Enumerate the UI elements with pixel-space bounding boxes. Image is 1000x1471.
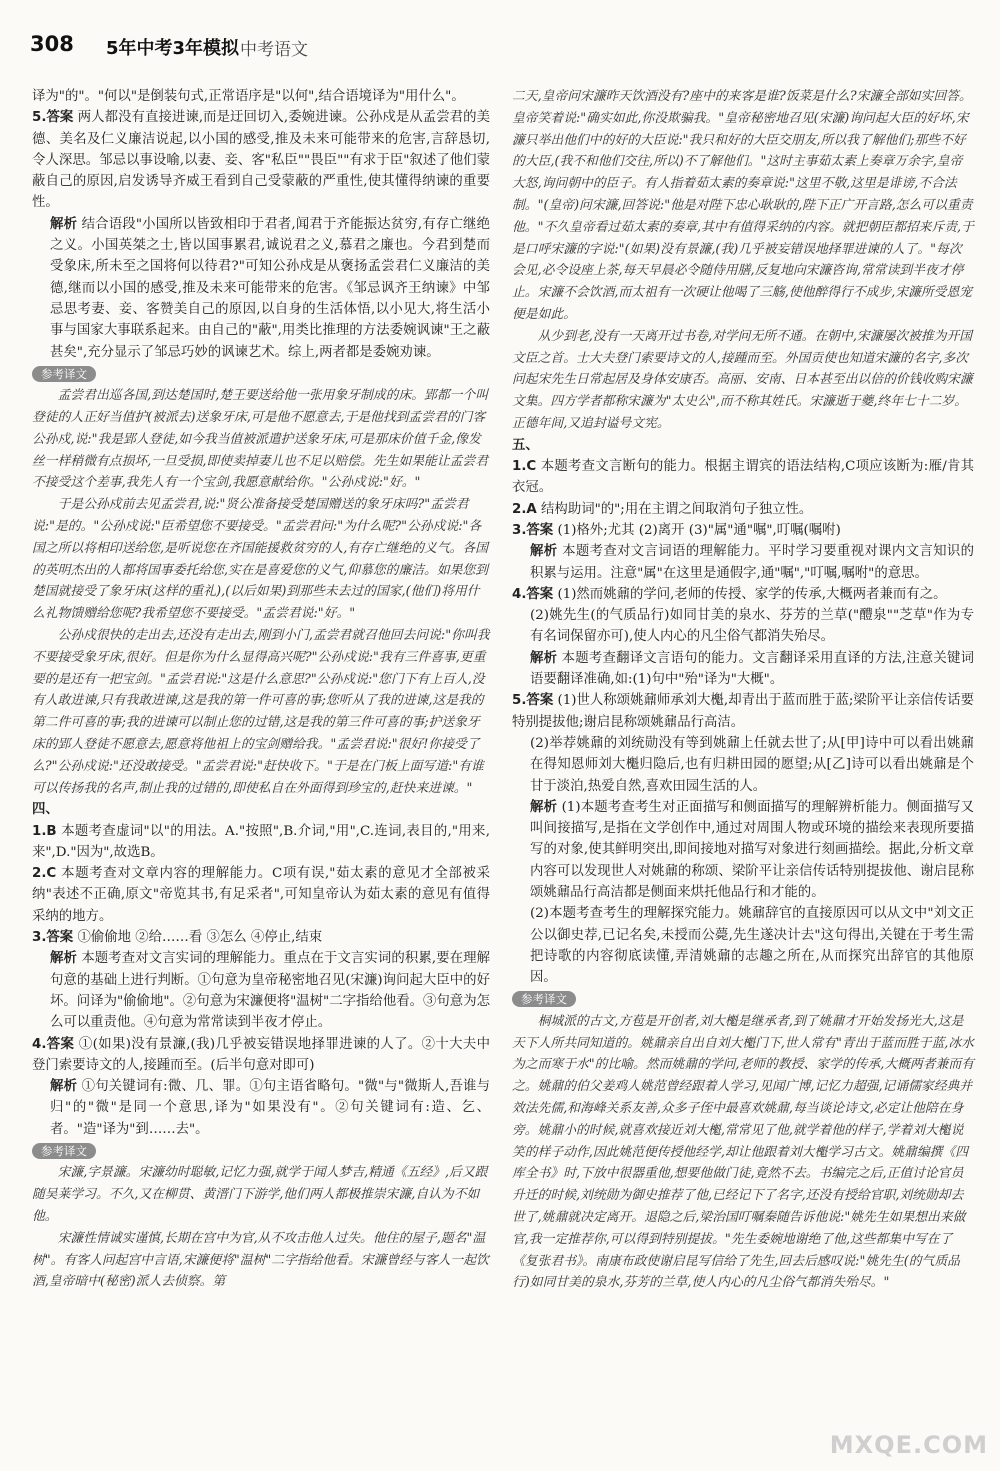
answer-text: (2)举荐姚鼐的刘统勋没有等到姚鼐上任就去世了;从[甲]诗中可以看出姚鼐在得知恩师刘大櫆归隐后,也有归耕田园的愿望;从[乙]诗可以看出姚鼐是个甘于淡泊,热爱自然,喜欢田园生活的人。	[530, 735, 974, 794]
translation-paragraph: 宋濂性情诚实谨慎,长期在宫中为官,从不攻击他人过失。他住的屋子,题名"温树"。有客人问起宫中言语,宋濂便将"温树"二字指给他看。宋濂曾经与客人一起饮酒,皇帝暗中(秘密)派人去侦察。第	[32, 1230, 489, 1290]
answer-text: 本题考查文言断句的能力。根据主谓宾的语法结构,C项应该断为:雁/肯其衣冠。	[512, 459, 974, 496]
translation-paragraph: 于是公孙戍前去见孟尝君,说:"贤公准备接受楚国赠送的象牙床吗?"孟尝君说:"是的。"公孙戍说:"臣希望您不要接受。"孟尝君问:"为什么呢?"公孙戍说:"各国之所以将相印送给您,是听说您在齐国能援救贫穷的人,有存亡继绝的义气。各国的英明杰出的人都将国事委托给您,实在是喜爱您的义气,仰慕您的廉洁。如果您到楚国就接受了象牙床(这样的重礼),(以后如果)到那些未去过的国家,(他们)将用什么礼物馈赠给您呢?我希望您不要接受。"孟尝君说:"好。"	[32, 497, 489, 622]
answer-text: 两人都没有直接进谏,而是迂回切入,委婉进谏。公孙戍是从孟尝君的美德、美名及仁义廉洁说起,以小国的感受,推及未来可能带来的危害,言辞恳切,令人深思。邹忌以事设喻,以妻、妾、客"私臣""畏臣""有求于臣"叙述了他们蒙蔽自己的原因,启发诱导齐威王看到自己受蒙蔽的严重性,使其懂得纳谏的重要性。	[32, 110, 490, 211]
answer-label: 5.答案	[32, 110, 74, 126]
answer-text: 本题考查虚词"以"的用法。A."按照",B.介词,"用",C.连词,表目的,"用来,来",D."因为",故选B。	[32, 823, 490, 860]
answer-label: 3.答案	[512, 522, 554, 538]
subject-title: 中考语文	[240, 40, 308, 60]
question-label: 1.B	[32, 823, 57, 839]
translation-paragraph: 宋濂,字景濂。宋濂幼时聪敏,记忆力强,就学于闻人梦吉,精通《五经》,后又跟随吴莱学习。不久,又在柳贯、黄溍门下游学,他们两人都极推崇宋濂,自认为不如他。	[32, 1165, 488, 1224]
page-header	[30, 30, 970, 74]
answer-text: ①偷偷地 ②给……看 ③怎么 ④停止,结束	[73, 930, 323, 946]
answer-text: 结构助词"的";用在主谓之间取消句子独立性。	[536, 501, 813, 517]
book-series-title: 5年中考3年模拟	[106, 38, 240, 59]
analysis-label: 解析	[530, 650, 558, 666]
watermark: MXQE.COM	[829, 1431, 988, 1459]
analysis-text: 结合语段"小国所以皆致相印于君者,闻君于齐能振达贫穷,有存亡继绝之义。小国英桀之士,皆以国事累君,诚说君之义,慕君之廉也。今君到楚而受象床,所未至之国将何以待君?"可知公孙戍是从褒扬孟尝君仁义廉洁的美德,继而以小国的感受,推及未来可能带来的危害。《邹忌讽齐王纳谏》中邹忌思考妻、妾、客赞美自己的原因,以自身的生活体悟,以小见大,将生活小事与国家大事联系起来。由自己的"蔽",用类比推理的方法委婉讽谏"王之蔽甚矣",充分显示了邹忌巧妙的讽谏艺术。综上,两者都是委婉劝谏。	[50, 216, 490, 360]
reference-translation-tag: 参考译文	[32, 1143, 96, 1159]
answer-label: 4.答案	[512, 586, 554, 602]
answer-label: 5.答案	[512, 693, 554, 709]
question-label: 2.C	[32, 866, 57, 882]
section-heading: 五、	[512, 437, 539, 453]
answer-text: (2)姚先生(的气质品行)如同甘美的泉水、芬芳的兰草("醴泉""芝草"作为专有名词保留亦可),使人内心的凡尘俗气都消失殆尽。	[530, 608, 974, 645]
left-column	[32, 86, 490, 1293]
analysis-text: 本题考查翻译文言语句的能力。文言翻译采用直译的方法,注意关键词语要翻译准确,如:(1)句中"殆"译为"大概"。	[530, 650, 975, 688]
analysis-text: (2)本题考查考生的理解探究能力。姚鼐辞官的直接原因可以从文中"刘文正公以御史荐,已记名矣,未授而公薨,先生遂决计去"这句得出,关键在于考生需把诗歌的内容彻底读懂,弄清姚鼐的志趣之所在,从而探究出辞官的其他原因。	[530, 906, 974, 986]
question-label: 2.A	[512, 501, 537, 517]
translation-paragraph: 从少到老,没有一天离开过书卷,对学问无所不通。在朝中,宋濂屡次被推为开国文臣之首。士大夫登门索要诗文的人,接踵而至。外国贡使也知道宋濂的名字,多次问起宋先生日常起居及身体安康否。高丽、安南、日本甚至出以倍的价钱收购宋濂文集。四方学者都称宋濂为"太史公",而不称其姓氏。宋濂逝于夔,终年七十二岁。正德年间,又追封谥号文宪。	[512, 328, 973, 431]
answer-text: (1)世人称颂姚鼐师承刘大櫆,却青出于蓝而胜于蓝;梁阶平让亲信传话要特别提拔他;谢启昆称颂姚鼐品行高洁。	[512, 693, 974, 730]
analysis-label: 解析	[50, 951, 77, 967]
answer-text: ①(如果)没有景濂,(我)几乎被妄错误地择罪进谏的人了。②十大夫中登门索要诗文的人,接踵而至。(后半句意对即可)	[32, 1036, 490, 1073]
translation-paragraph: 孟尝君出巡各国,到达楚国时,楚王要送给他一张用象牙制成的床。郢都一个叫登徒的人正好当值护(被派去)送象牙床,可是他不愿意去,于是他找到孟尝君的门客公孙戍,说:"我是郢人登徒,如今我当值被派遣护送象牙床,可是那床价值千金,像发丝一样稍微有点损坏,一旦受损,即使卖掉妻儿也不足以赔偿。先生如果能让孟尝君不接受这个差事,我先人有一个宝剑,我愿意献给你。"公孙戍说:"好。"	[32, 388, 489, 491]
answer-text: (1)然而姚鼐的学问,老师的传授、家学的传承,大概两者兼而有之。	[553, 586, 947, 602]
answer-text: 译为"的"。"何以"是倒装句式,正常语序是"以何",结合语境译为"用什么"。	[32, 89, 465, 104]
question-label: 1.C	[512, 459, 537, 475]
analysis-label: 解析	[530, 799, 558, 815]
reference-translation-tag: 参考译文	[32, 366, 96, 382]
page-number: 308	[30, 32, 74, 56]
answer-label: 3.答案	[32, 930, 74, 946]
section-heading: 四、	[32, 802, 59, 818]
right-column	[512, 86, 974, 1294]
translation-paragraph: 桐城派的古文,方苞是开创者,刘大櫆是继承者,到了姚鼐才开始发扬光大,这是天下人所共同知道的。姚鼐亲自出自刘大櫆门下,世人常有"青出于蓝而胜于蓝,冰水为之而寒于水"的比喻。然而姚鼐的学问,老师的教授、家学的传承,大概两者兼而有之。姚鼐的伯父姜鸡人姚范曾经跟着人学习,见闻广博,记忆力超强,记诵儒家经典并效法先儒,和海峰关系友善,众多子侄中最喜欢姚鼐,每当谈论诗文,必定让他陪在身旁。姚鼐小的时候,就喜欢接近刘大櫆,常常见了他,就学着他的样子,学着刘大櫆说笑的样子动作,因此姚范便传授他经学,却让他跟着刘大櫆学习古文。姚鼐编撰《四库全书》时,下放中很器重他,想要他做门徒,竟然不去。书编完之后,正值讨论官员升迁的时候,刘统勋为御史推荐了他,已经记下了名字,还没有授给官职,刘统勋却去世了,姚鼐就决定离开。退隐之后,梁治国叮嘱秦随告诉他说:"姚先生如果想出来做官,我一定推荐你,可以得到特别提拔。"先生委婉地谢绝了他,这些都集中写在了《复张君书》。南康布政使谢启昆写信给了先生,回去后感叹说:"姚先生(的气质品行)如同甘美的泉水,芬芳的兰草,使人内心的凡尘俗气都消失殆尽。"	[512, 1013, 974, 1291]
reference-translation-tag: 参考译文	[512, 991, 576, 1007]
analysis-label: 解析	[50, 216, 78, 232]
analysis-text: 本题考查对文言实词的理解能力。重点在于文言实词的积累,要在理解句意的基础上进行判断。①句意为皇帝秘密地召见(宋濂)询问起大臣中的好坏。问译为"偷偷地"。②句意为宋濂便将"温树"二字指给他看。③句意为怎么可以重责他。④句意为常常读到半夜才停止。	[50, 951, 491, 1031]
analysis-text: (1)本题考查考生对正面描写和侧面描写的理解辨析能力。侧面描写又叫间接描写,是指在文学创作中,通过对周围人物或环境的描绘来表现所要描写的对象,使其鲜明突出,即间接地对描写对象进行刻画描绘。据此,分析文章内容可以发现世人对姚鼐的称颂、梁阶平让亲信传话特别提拔他、谢启昆称颂姚鼐品行高洁都是侧面来烘托他品行和才能的。	[530, 799, 974, 900]
answer-text: (1)格外;尤其 (2)离开 (3)"属"通"嘱",叮嘱(嘱咐)	[553, 522, 841, 538]
analysis-text: ①句关键词有:微、几、罪。①句主语省略句。"微"与"微斯人,吾谁与归"的"微"是同一个意思,译为"如果没有"。②句关键词有:造、乞、者。"造"译为"到……去"。	[50, 1079, 491, 1137]
analysis-text: 本题考查对文言词语的理解能力。平时学习要重视对课内文言知识的积累与运用。注意"属"在这里是通假字,通"嘱","叮嘱,嘱咐"的意思。	[530, 544, 974, 581]
translation-paragraph: 公孙戍很快的走出去,还没有走出去,刚到小门,孟尝君就召他回去问说:"你叫我不要接受象牙床,很好。但是你为什么显得高兴呢?"公孙戍说:"我有三件喜事,更重要的是还有一把宝剑。"孟尝君说:"这是什么意思?"公孙戍说:"您门下有上百人,没有人敢进谏,只有我敢进谏,这是我的第一件可喜的事;您听从了我的进谏,这是我的第二件可喜的事;我的进谏可以制止您的过错,这是我的第三件可喜的事;护送象牙床的郢人登徒不愿意去,愿意将他祖上的宝剑赠给我。"孟尝君说:"很好!你接受了么?"公孙戍说:"还没敢接受。"孟尝君说:"赶快收下。"于是在门板上面写道:"有谁可以传扬我的名声,制止我的过错的,即使私自在外面得到珍宝的,赶快来进谏。"	[32, 627, 490, 796]
translation-paragraph: 二天,皇帝问宋濂昨天饮酒没有?座中的来客是谁?饭菜是什么?宋濂全部如实回答。皇帝笑着说:"确实如此,你没欺骗我。"皇帝秘密地召见(宋濂)询问起大臣的好坏,宋濂只举出他们中的好的大臣说:"我只和好的大臣交朋友,所以我了解他们;那些不好的大臣,(我不和他们交往,所以)不了解他们。"这时主事茹太素上奏章万余字,皇帝大怒,询问朝中的臣子。有人指着茹太素的奏章说:"这里不敬,这里是诽谤,不合法制。"(皇帝)问宋濂,回答说:"他是对陛下忠心耿耿的,陛下正广开言路,怎么可以重责他。"不久皇帝看过茹太素的奏章,其中有值得采纳的内容。就把朝臣都招来斥责,于是口呼宋濂的字说:"(如果)没有景濂,(我)几乎被妄错误地择罪进谏的人了。"每次会见,必令设座上茶,每天早晨必令随侍用膳,反复地向宋濂咨询,常常读到半夜才停止。宋濂不会饮酒,而太祖有一次硬让他喝了三觞,使他醉得行不成步,宋濂所受恩宠便是如此。	[512, 89, 974, 322]
answer-label: 4.答案	[32, 1036, 75, 1052]
analysis-label: 解析	[530, 544, 558, 560]
answer-text: 本题考查对文章内容的理解能力。C项有误,"茹太素的意见才全部被采纳"表述不正确,原文"帝览其书,有足采者",可知皇帝认为茹太素的意见有值得采纳的地方。	[32, 866, 490, 924]
analysis-label: 解析	[50, 1079, 78, 1095]
